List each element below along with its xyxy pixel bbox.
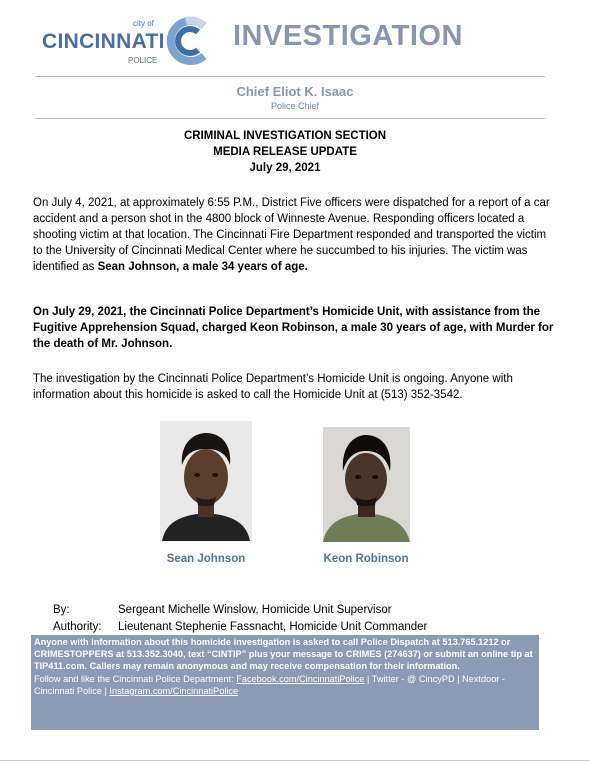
follow-prefix: Follow and like the Cincinnati Police Department: <box>34 673 237 684</box>
suspect-photo <box>323 427 410 542</box>
suspect-photo-caption: Keon Robinson <box>323 553 409 565</box>
authority-value: Lieutenant Stephenie Fassnacht, Homicide Unit Commander <box>118 621 428 633</box>
twitter-text: | Twitter - @ CincyPD | <box>364 673 463 684</box>
header-divider-top <box>35 76 545 77</box>
facebook-link[interactable]: Facebook.com/CincinnatiPolice <box>236 673 365 684</box>
section-name: CRIMINAL INVESTIGATION SECTION <box>183 130 387 142</box>
by-value: Sergeant Michelle Winslow, Homicide Unit Supervisor <box>118 604 392 616</box>
instagram-link[interactable]: Instagram.com/CincinnatiPolice <box>109 685 239 696</box>
by-label: By: <box>53 604 70 616</box>
logo-police-text: POLICE <box>128 56 158 65</box>
tip-info-text: Anyone with information about this homicide investigation is asked to call Police Dispatch at 513.765.1212 or CRIMESTOPPERS at 513.352.3040, text “CINTIP” plus your message to CRIMES (274637) or submit an online tip at TIP411.com. Callers may remain anonymous and may receive compensation for their information. <box>34 637 533 672</box>
victim-photo-caption: Sean Johnson <box>166 553 246 565</box>
chief-name: Chief Eliot K. Isaac <box>236 84 354 99</box>
social-follow-line <box>34 673 536 697</box>
nextdoor-text: Nextdoor - Cincinnati Police <box>34 673 505 696</box>
header-divider-bottom <box>35 118 545 119</box>
chief-title: Police Chief <box>270 101 320 111</box>
ongoing-paragraph: The investigation by the Cincinnati Police Department’s Homicide Unit is ongoing. Anyone with information about this homicide is asked to call the Homicide Unit at (513) 352-3542. <box>33 373 513 401</box>
victim-identification: Sean Johnson, a male 34 years of age. <box>97 261 308 273</box>
authority-label: Authority: <box>53 621 102 633</box>
incident-paragraph <box>33 195 553 275</box>
logo-city-text: city of <box>133 19 154 28</box>
social-separator: | <box>101 685 110 696</box>
cincinnati-police-logo <box>40 16 210 68</box>
logo-c-mark-icon <box>164 16 210 66</box>
page-bottom-divider <box>0 760 590 761</box>
page-title: INVESTIGATION <box>233 20 463 52</box>
tip-info-box <box>31 635 539 730</box>
release-date: July 29, 2021 <box>249 162 321 174</box>
release-type: MEDIA RELEASE UPDATE <box>213 146 357 158</box>
logo-name-text: CINCINNATI <box>42 30 165 53</box>
charge-paragraph: On July 29, 2021, the Cincinnati Police Department’s Homicide Unit, with assistance from the Fugitive Apprehension Squad, charged Keon Robinson, a male 30 years of age, with Murder for the death of Mr. Johnson. <box>33 306 554 350</box>
victim-photo <box>160 421 252 541</box>
incident-text: On July 4, 2021, at approximately 6:55 P.M., District Five officers were dispatched for a report of a car accident and a person shot in the 4800 block of Winneste Avenue. Responding officers located a shooting victim at that location. The Cincinnati Fire Department responded and transported the victim to the University of Cincinnati Medical Center where he succumbed to his injuries. The victim was identified as <box>33 197 550 273</box>
